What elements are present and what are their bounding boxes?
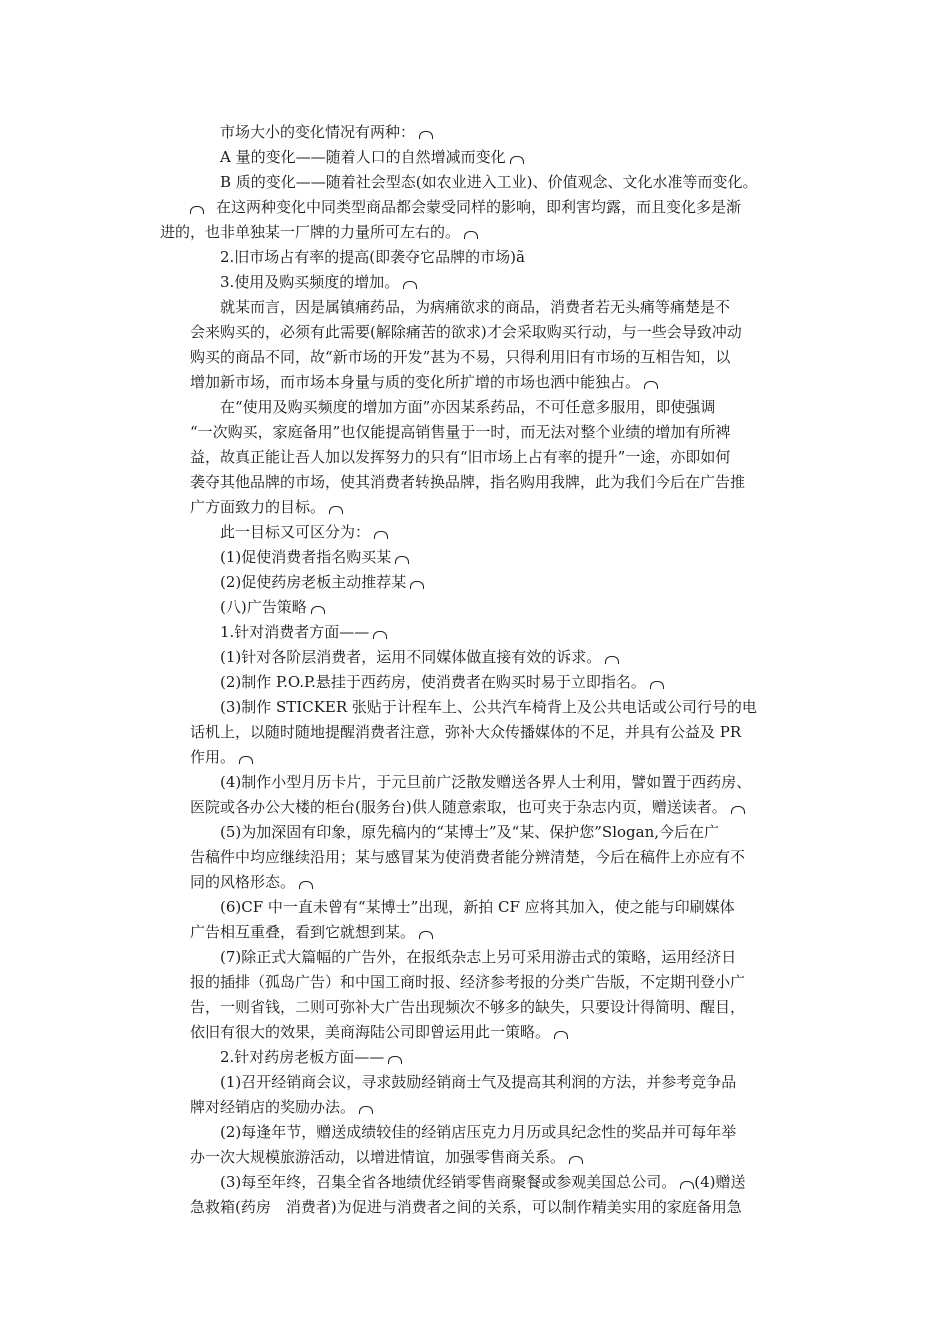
paragraph-mark-icon [554, 1031, 568, 1039]
paragraph-line: 话机上，以随时随地提醒消费者注意，弥补大众传播媒体的不足，并具有公益及 PR [190, 723, 742, 741]
paragraph-line: 办一次大规模旅游活动，以增进情谊，加强零售商关系。 [190, 1147, 583, 1167]
paragraph-mark-icon [359, 1106, 373, 1114]
paragraph-line: 同的风格形态。 [190, 872, 313, 892]
paragraph-line: 告，一则省钱，二则可弥补大广告出现频次不够多的缺失，只要设计得简明、醒目， [190, 998, 746, 1016]
paragraph-line: 医院或各办公大楼的柜台(服务台)供人随意索取，也可夹于杂志内页，赠送读者。 [190, 797, 745, 817]
paragraph-mark-icon [311, 606, 325, 614]
paragraph-line: (八)广告策略 [220, 597, 325, 617]
paragraph-line: 报的插排（孤岛广告）和中国工商时报、经济参考报的分类广告版，不定期刊登小广 [190, 973, 746, 991]
paragraph-line: (2)每逢年节，赠送成绩较佳的经销店压克力月历或具纪念性的奖品并可每年举 [220, 1123, 737, 1141]
paragraph-mark-icon [395, 556, 409, 564]
paragraph-line: 3.使用及购买频度的增加。 [220, 272, 417, 292]
paragraph-line: 此一目标又可区分为： [220, 522, 388, 542]
paragraph-line: 广方面致力的目标。 [190, 497, 343, 517]
paragraph-mark-icon [329, 506, 343, 514]
paragraph-mark-icon [299, 881, 313, 889]
paragraph-line: “一次购买，家庭备用”也仅能提高销售量于一时，而无法对整个业绩的增加有所裨 [190, 423, 731, 441]
paragraph-mark-icon [510, 156, 524, 164]
paragraph-mark-icon [239, 756, 253, 764]
paragraph-line: 增加新市场，而市场本身量与质的变化所扩增的市场也洒中能独占。 [190, 372, 658, 392]
paragraph-line: B 质的变化——随着社会型态(如农业进入工业)、价值观念、文化水准等而变化。 [220, 173, 758, 191]
paragraph-mark-icon [374, 531, 388, 539]
paragraph-line: 告稿件中均应继续沿用；某与感冒某为使消费者能分辨清楚，今后在稿件上亦应有不 [190, 848, 746, 866]
paragraph-line: (4)制作小型月历卡片，于元旦前广泛散发赠送各界人士利用，譬如置于西药房、 [220, 773, 752, 791]
paragraph-mark-icon [605, 656, 619, 664]
paragraph-line: 就某而言，因是属镇痛药品，为病痛欲求的商品，消费者若无头痛等痛楚是不 [220, 298, 731, 316]
paragraph-mark-icon [419, 931, 433, 939]
paragraph-line: (2)制作 P.O.P.悬挂于西药房，使消费者在购买时易于立即指名。 [220, 672, 664, 692]
paragraph-line: 市场大小的变化情况有两种： [220, 122, 433, 142]
paragraph-line: 益，故真正能让吾人加以发挥努力的只有“旧市场上占有率的提升”一途，亦即如何 [190, 448, 731, 466]
paragraph-line: 购买的商品不同，故“新市场的开发”甚为不易，只得利用旧有市场的互相告知，以 [190, 348, 731, 366]
paragraph-mark-icon [569, 1156, 583, 1164]
paragraph-mark-icon [373, 631, 387, 639]
paragraph-mark-icon [410, 581, 424, 589]
paragraph-line: 2.旧市场占有率的提高(即袭夺它品牌的市场)ã [220, 248, 525, 266]
paragraph-line: 依旧有很大的效果，美商海陆公司即曾运用此一策略。 [190, 1022, 568, 1042]
paragraph-line: 袭夺其他品牌的市场，使其消费者转换品牌，指名购用我牌，此为我们今后在广告推 [190, 473, 746, 491]
paragraph-line: 2.针对药房老板方面—— [220, 1047, 402, 1067]
paragraph-line: 作用。 [190, 747, 253, 767]
paragraph-mark-icon [731, 806, 745, 814]
paragraph-line: 广告相互重叠，看到它就想到某。 [190, 922, 433, 942]
paragraph-mark-icon [190, 206, 204, 214]
paragraph-mark-icon [419, 131, 433, 139]
paragraph-mark-icon [403, 281, 417, 289]
paragraph-mark-icon [680, 1181, 694, 1189]
paragraph-line: A 量的变化——随着人口的自然增减而变化 [220, 147, 524, 167]
paragraph-line: 1.针对消费者方面—— [220, 622, 387, 642]
paragraph-mark-icon [650, 681, 664, 689]
paragraph-line: 在这两种变化中同类型商品都会蒙受同样的影响，即利害均露，而且变化多是渐 [190, 197, 741, 217]
paragraph-line: (7)除正式大篇幅的广告外，在报纸杂志上另可采用游击式的策略，运用经济日 [220, 948, 737, 966]
paragraph-line: 会来购买的，必须有此需要(解除痛苦的欲求)才会采取购买行动，与一些会导致冲动 [190, 323, 742, 341]
paragraph-mark-icon [644, 381, 658, 389]
paragraph-line: (3)每至年终，召集全省各地绩优经销零售商聚餐或参观美国总公司。 (4)赠送 [220, 1173, 746, 1191]
paragraph-line: (1)召开经销商会议，寻求鼓励经销商士气及提高其利润的方法，并参考竞争品 [220, 1073, 737, 1091]
paragraph-mark-icon [464, 231, 478, 239]
paragraph-line: 在“使用及购买频度的增加方面”亦因某系药品，不可任意多服用，即使强调 [220, 398, 716, 416]
paragraph-line: (1)针对各阶层消费者，运用不同媒体做直接有效的诉求。 [220, 647, 619, 667]
paragraph-mark-icon [388, 1056, 402, 1064]
paragraph-line: (2)促使药房老板主动推荐某 [220, 572, 424, 592]
paragraph-line: 进的，也非单独某一厂牌的力量所可左右的。 [160, 222, 478, 242]
paragraph-line: (6)CF 中一直未曾有“某博士”出现，新拍 CF 应将其加入，使之能与印刷媒体 [220, 898, 735, 916]
paragraph-line: (3)制作 STICKER 张贴于计程车上、公共汽车椅背上及公共电话或公司行号的电 [220, 698, 757, 716]
paragraph-line: 牌对经销店的奖励办法。 [190, 1097, 373, 1117]
paragraph-line: (1)促使消费者指名购买某 [220, 547, 409, 567]
paragraph-line: 急救箱(药房 消费者)为促进与消费者之间的关系，可以制作精美实用的家庭备用急 [190, 1198, 742, 1216]
paragraph-line: (5)为加深固有印象，原先稿内的“某博士”及“某、保护您”Slogan,今后在广 [220, 823, 720, 841]
